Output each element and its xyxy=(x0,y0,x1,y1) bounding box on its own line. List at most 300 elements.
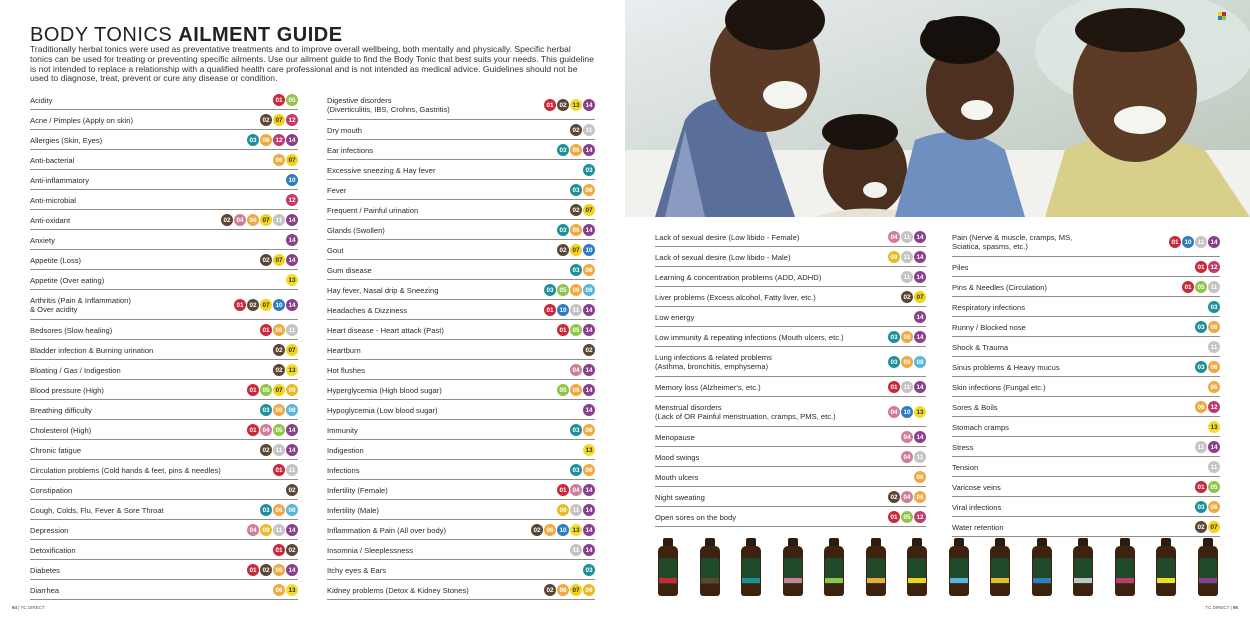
tonic-badge: 14 xyxy=(583,99,595,111)
ailment-row xyxy=(30,340,298,360)
tonic-badge: 13 xyxy=(1208,421,1220,433)
ailment-name: Appetite (Over eating) xyxy=(30,275,105,285)
tonic-badge: 06 xyxy=(570,224,582,236)
tonic-badge: 01 xyxy=(273,94,285,106)
tonic-badge: 14 xyxy=(286,564,298,576)
ailment-row xyxy=(30,320,298,340)
ailment-name: Diarrhea xyxy=(30,585,60,595)
family-photo xyxy=(625,0,1250,217)
tonic-badge: 14 xyxy=(583,324,595,336)
tonic-badge: 06 xyxy=(583,184,595,196)
tonic-badge: 01 xyxy=(544,304,556,316)
ailment-name: Infections xyxy=(327,465,360,475)
tonic-badge: 02 xyxy=(1195,521,1207,533)
ailment-name: Constipation xyxy=(30,485,73,495)
tonic-badge: 14 xyxy=(286,134,298,146)
tonic-badge: 02 xyxy=(888,491,900,503)
ailment-name: Circulation problems (Cold hands & feet, pins & needles) xyxy=(30,465,221,475)
ailment-name: Mouth ulcers xyxy=(655,472,699,482)
tonic-bottle xyxy=(946,538,972,598)
tonic-badge: 02 xyxy=(260,564,272,576)
ailment-name: Diabetes xyxy=(30,565,60,575)
ailment-row xyxy=(30,560,298,580)
ailment-name: Digestive disorders (Diverticulitis, IBS, Crohns, Gastritis) xyxy=(327,96,450,114)
tonic-badge: 14 xyxy=(583,544,595,556)
tonic-bottle xyxy=(1070,538,1096,598)
ailment-name: Hyperglycemia (High blood sugar) xyxy=(327,385,442,395)
tonic-badge: 02 xyxy=(557,244,569,256)
ailment-row xyxy=(327,120,595,140)
tonic-badge: 10 xyxy=(583,244,595,256)
tonic-badges xyxy=(1195,521,1220,533)
tonic-badge: 01 xyxy=(544,99,556,111)
ailment-name: Pain (Nerve & muscle, cramps, MS, Sciatica, spasms, etc.) xyxy=(952,233,1073,251)
ailment-name: Dry mouth xyxy=(327,125,363,135)
ailment-name: Lung infections & related problems (Asthma, bronchitis, emphysema) xyxy=(655,353,772,371)
tonic-bottle xyxy=(863,538,889,598)
ailment-row xyxy=(327,460,595,480)
ailment-row xyxy=(30,360,298,380)
ailment-name: Appetite (Loss) xyxy=(30,255,82,265)
ailment-name: Night sweating xyxy=(655,492,705,502)
tonic-badges xyxy=(888,406,926,418)
tonic-badges xyxy=(260,404,298,416)
tonic-badge: 07 xyxy=(273,254,285,266)
ailment-name: Menstrual disorders (Lack of OR Painful menstruation, cramps, PMS, etc.) xyxy=(655,403,836,421)
tonic-badge: 14 xyxy=(914,381,926,393)
ailment-row xyxy=(655,397,926,427)
ailment-row xyxy=(952,417,1220,437)
tonic-badges xyxy=(1208,301,1220,313)
ailment-name: Inflammation & Pain (All over body) xyxy=(327,525,447,535)
tonic-badge: 03 xyxy=(583,564,595,576)
tonic-bottle xyxy=(987,538,1013,598)
tonic-badges xyxy=(888,381,926,393)
tonic-bottle xyxy=(1029,538,1055,598)
tonic-badge: 03 xyxy=(888,356,900,368)
tonic-badge: 03 xyxy=(1195,361,1207,373)
tonic-badge: 03 xyxy=(570,184,582,196)
ailment-row xyxy=(327,180,595,200)
tonic-badges xyxy=(1208,341,1220,353)
tonic-badge: 06 xyxy=(557,584,569,596)
tonic-badges xyxy=(260,324,298,336)
tonic-badge: 07 xyxy=(273,114,285,126)
tonic-badge: 13 xyxy=(914,406,926,418)
tonic-badge: 06 xyxy=(914,471,926,483)
ailment-row xyxy=(952,477,1220,497)
tonic-badge: 03 xyxy=(1195,321,1207,333)
tonic-badge: 14 xyxy=(914,431,926,443)
tonic-badge: 14 xyxy=(583,144,595,156)
tonic-badges xyxy=(557,324,595,336)
tonic-badge: 04 xyxy=(260,424,272,436)
tonic-badges xyxy=(286,234,298,246)
tonic-badge: 11 xyxy=(901,271,913,283)
ailment-name: Depression xyxy=(30,525,69,535)
ailment-name: Learning & concentration problems (ADD, ADHD) xyxy=(655,272,822,282)
tonic-badges xyxy=(570,424,595,436)
tonic-badge: 10 xyxy=(286,174,298,186)
tonic-badges xyxy=(583,564,595,576)
tonic-badges xyxy=(1208,381,1220,393)
ailment-name: Headaches & Dizziness xyxy=(327,305,408,315)
footer-left-label: | TC DIRECT xyxy=(17,605,45,610)
tonic-badge: 08 xyxy=(914,356,926,368)
tonic-badges xyxy=(247,564,298,576)
tonic-badge: 01 xyxy=(247,424,259,436)
tonic-badge: 08 xyxy=(286,504,298,516)
tonic-badges xyxy=(570,544,595,556)
tonic-badge: 02 xyxy=(260,254,272,266)
tonic-badge: 14 xyxy=(583,504,595,516)
tonic-badge: 12 xyxy=(286,114,298,126)
tonic-badge: 14 xyxy=(286,234,298,246)
ailment-name: Pins & Needles (Circulation) xyxy=(952,282,1047,292)
tonic-badges xyxy=(1195,321,1220,333)
tonic-badge: 02 xyxy=(570,204,582,216)
tonic-badge: 01 xyxy=(1169,236,1181,248)
tonic-badge: 11 xyxy=(1195,236,1207,248)
ailment-name: Immunity xyxy=(327,425,358,435)
tonic-badges xyxy=(1195,481,1220,493)
footer-right-label: TC DIRECT | xyxy=(1205,605,1233,610)
tonic-bottle xyxy=(738,538,764,598)
tonic-badge: 10 xyxy=(273,299,285,311)
tonic-badge: 08 xyxy=(286,404,298,416)
ailment-name: Hypoglycemia (Low blood sugar) xyxy=(327,405,438,415)
tonic-badge: 03 xyxy=(260,504,272,516)
tonic-badges xyxy=(273,544,298,556)
tonic-badge: 02 xyxy=(531,524,543,536)
tonic-badge: 14 xyxy=(583,484,595,496)
ailment-row xyxy=(952,317,1220,337)
ailment-row xyxy=(30,400,298,420)
tonic-badge: 07 xyxy=(570,244,582,256)
ailment-row xyxy=(327,200,595,220)
ailment-row xyxy=(30,520,298,540)
tonic-badges xyxy=(260,504,298,516)
ailment-row xyxy=(30,230,298,250)
tonic-badge: 01 xyxy=(557,324,569,336)
tonic-badge: 13 xyxy=(286,584,298,596)
tonic-badges xyxy=(570,124,595,136)
tonic-badge: 14 xyxy=(583,524,595,536)
tonic-badge: 06 xyxy=(1208,321,1220,333)
tonic-badge: 06 xyxy=(544,524,556,536)
tonic-badge: 14 xyxy=(914,231,926,243)
tonic-badges xyxy=(570,204,595,216)
ailment-name: Low immunity & repeating infections (Mouth ulcers, etc.) xyxy=(655,332,844,342)
ailment-name: Anti-oxidant xyxy=(30,215,71,225)
tonic-badge: 10 xyxy=(901,406,913,418)
tonic-badge: 11 xyxy=(273,444,285,456)
ailment-row xyxy=(30,190,298,210)
footer-left xyxy=(12,605,45,610)
ailment-name: Blood pressure (High) xyxy=(30,385,104,395)
tonic-badges xyxy=(583,404,595,416)
tonic-badge: 11 xyxy=(286,324,298,336)
ailment-name: Breathing difficulty xyxy=(30,405,92,415)
tonic-badge: 10 xyxy=(1182,236,1194,248)
tonic-badge: 02 xyxy=(286,484,298,496)
ailment-row xyxy=(655,307,926,327)
tonic-badge: 01 xyxy=(273,544,285,556)
tonic-badge: 06 xyxy=(273,584,285,596)
tonic-badge: 13 xyxy=(570,524,582,536)
tonic-badges xyxy=(901,271,926,283)
tonic-badge: 06 xyxy=(247,214,259,226)
tonic-badge: 11 xyxy=(1208,341,1220,353)
ailment-name: Frequent / Painful urination xyxy=(327,205,419,215)
tonic-badge: 14 xyxy=(914,331,926,343)
ailment-row xyxy=(655,427,926,447)
ailment-name: Acne / Pimples (Apply on skin) xyxy=(30,115,133,125)
tonic-badge: 06 xyxy=(583,264,595,276)
ailment-row xyxy=(952,257,1220,277)
tonic-badge: 06 xyxy=(583,424,595,436)
intro-paragraph: Traditionally herbal tonics were used as preventative treatments and to improve overall wellbeing, both mentally and physically. Specific herbal tonics can be used for treating or preventing specific ailments. Use our ailment guide to find the Body Tonic that best suits your needs. This guideline is not intended to replace a relationship with a qualified health care professional and is not intended as medical advice. Guidelines should not be used to diagnose, treat, prevent or cure any disease or condition. xyxy=(30,44,594,84)
tonic-badge: 04 xyxy=(901,451,913,463)
ailment-row xyxy=(655,467,926,487)
ailment-name: Cough, Colds, Flu, Fever & Sore Throat xyxy=(30,505,164,515)
tonic-badge: 01 xyxy=(1195,261,1207,273)
tonic-bottle xyxy=(780,538,806,598)
tonic-badge: 09 xyxy=(583,584,595,596)
ailment-name: Itchy eyes & Ears xyxy=(327,565,387,575)
footer-right xyxy=(1205,605,1238,610)
ailment-row xyxy=(30,580,298,600)
tonic-badge: 01 xyxy=(888,381,900,393)
tonic-badge: 06 xyxy=(901,356,913,368)
tonic-badge: 05 xyxy=(557,384,569,396)
tonic-badge: 03 xyxy=(544,284,556,296)
ailment-row xyxy=(327,580,595,600)
tonic-badge: 05 xyxy=(1195,281,1207,293)
ailment-row xyxy=(327,240,595,260)
tonic-badge: 06 xyxy=(273,324,285,336)
tonic-badge: 01 xyxy=(888,511,900,523)
product-bottles xyxy=(625,538,1250,600)
tonic-badges xyxy=(1182,281,1220,293)
tonic-badge: 14 xyxy=(286,444,298,456)
tonic-badge: 11 xyxy=(570,504,582,516)
tonic-badges xyxy=(544,304,595,316)
ailment-name: Stress xyxy=(952,442,974,452)
ailment-row xyxy=(952,397,1220,417)
tonic-badge: 03 xyxy=(570,424,582,436)
tonic-badges xyxy=(286,274,298,286)
ailment-row xyxy=(952,297,1220,317)
tonic-badge: 11 xyxy=(570,304,582,316)
tonic-badge: 05 xyxy=(570,324,582,336)
ailment-row xyxy=(327,340,595,360)
page-number-right: 95 xyxy=(1232,605,1238,610)
tonic-badges xyxy=(583,344,595,356)
ailment-name: Lack of sexual desire (Low libido - Male) xyxy=(655,252,791,262)
tonic-badge: 14 xyxy=(286,214,298,226)
tonic-badge: 13 xyxy=(286,274,298,286)
tonic-badges xyxy=(234,299,298,311)
tonic-badges xyxy=(570,464,595,476)
tonic-badges xyxy=(583,164,595,176)
ailment-column-2 xyxy=(327,90,595,600)
tonic-badge: 06 xyxy=(273,404,285,416)
tonic-badge: 12 xyxy=(273,134,285,146)
tonic-badge: 06 xyxy=(1208,361,1220,373)
tonic-badge: 06 xyxy=(273,504,285,516)
tonic-badges xyxy=(1195,441,1220,453)
tonic-badges xyxy=(888,231,926,243)
ailment-name: Anti-inflammatory xyxy=(30,175,90,185)
ailment-row xyxy=(655,227,926,247)
ailment-name: Skin infections (Fungal etc.) xyxy=(952,382,1046,392)
tonic-badge: 06 xyxy=(570,144,582,156)
tonic-badges xyxy=(557,144,595,156)
ailment-name: Bedsores (Slow healing) xyxy=(30,325,113,335)
tonic-badges xyxy=(247,134,298,146)
tonic-badge: 07 xyxy=(1208,521,1220,533)
tonic-badges xyxy=(557,244,595,256)
tonic-badge: 11 xyxy=(914,451,926,463)
tonic-badge: 05 xyxy=(286,94,298,106)
tonic-badge: 01 xyxy=(273,464,285,476)
tonic-badge: 03 xyxy=(583,164,595,176)
tonic-badge: 12 xyxy=(1208,261,1220,273)
tonic-badges xyxy=(1169,236,1220,248)
tonic-badges xyxy=(286,484,298,496)
tonic-badge: 02 xyxy=(273,364,285,376)
ailment-name: Lack of sexual desire (Low libido - Female) xyxy=(655,232,800,242)
tonic-badges xyxy=(888,356,926,368)
ailment-name: Heartburn xyxy=(327,345,361,355)
ailment-row xyxy=(327,90,595,120)
ailment-row xyxy=(327,300,595,320)
ailment-row xyxy=(30,440,298,460)
tonic-badge: 06 xyxy=(1208,501,1220,513)
tonic-badge: 02 xyxy=(583,344,595,356)
tonic-badges xyxy=(260,444,298,456)
tonic-badge: 13 xyxy=(570,99,582,111)
tonic-badge: 11 xyxy=(583,124,595,136)
tonic-badge: 14 xyxy=(286,299,298,311)
tonic-badges xyxy=(247,424,298,436)
ailment-name: Hot flushes xyxy=(327,365,365,375)
tonic-badges xyxy=(273,94,298,106)
tonic-bottle xyxy=(655,538,681,598)
tonic-badge: 12 xyxy=(914,511,926,523)
tonic-badge: 14 xyxy=(286,424,298,436)
tonic-bottle xyxy=(904,538,930,598)
tonic-badges xyxy=(1195,361,1220,373)
ailment-row xyxy=(30,210,298,230)
tonic-badge: 06 xyxy=(570,284,582,296)
tonic-badge: 13 xyxy=(583,444,595,456)
tonic-bottle xyxy=(1195,538,1221,598)
tonic-badges xyxy=(570,364,595,376)
ailment-row xyxy=(30,420,298,440)
tonic-badges xyxy=(260,254,298,266)
tonic-badge: 14 xyxy=(914,271,926,283)
tonic-badges xyxy=(273,364,298,376)
tonic-badge: 14 xyxy=(1208,441,1220,453)
tonic-badge: 04 xyxy=(888,406,900,418)
ailment-name: Infertility (Male) xyxy=(327,505,379,515)
tonic-badge: 09 xyxy=(260,524,272,536)
tonic-badge: 14 xyxy=(914,251,926,263)
ailment-row xyxy=(655,507,926,527)
tonic-badge: 02 xyxy=(286,544,298,556)
ailment-row xyxy=(30,110,298,130)
page-number-left: 94 xyxy=(12,605,18,610)
tonic-badge: 01 xyxy=(247,384,259,396)
ailment-row xyxy=(952,357,1220,377)
ailment-row xyxy=(655,347,926,377)
tonic-badge: 14 xyxy=(583,404,595,416)
ailment-name: Detoxification xyxy=(30,545,76,555)
ailment-name: Open sores on the body xyxy=(655,512,737,522)
tonic-badge: 06 xyxy=(260,134,272,146)
ailment-row xyxy=(327,360,595,380)
ailment-name: Hay fever, Nasal drip & Sneezing xyxy=(327,285,439,295)
tonic-badge: 07 xyxy=(273,384,285,396)
tonic-bottle xyxy=(821,538,847,598)
ailment-row xyxy=(327,480,595,500)
ailment-name: Memory loss (Alzheimer's, etc.) xyxy=(655,382,761,392)
title-bold: AILMENT GUIDE xyxy=(178,24,343,46)
tonic-badges xyxy=(888,251,926,263)
tonic-badge: 03 xyxy=(888,331,900,343)
ailment-name: Gout xyxy=(327,245,344,255)
ailment-name: Liver problems (Excess alcohol, Fatty liver, etc.) xyxy=(655,292,816,302)
tonic-badge: 05 xyxy=(1208,481,1220,493)
tonic-badge: 01 xyxy=(1182,281,1194,293)
tonic-bottle xyxy=(1153,538,1179,598)
tonic-badge: 14 xyxy=(914,311,926,323)
tonic-badge: 12 xyxy=(1208,401,1220,413)
tonic-badges xyxy=(1195,501,1220,513)
ailment-name: Indigestion xyxy=(327,445,364,455)
ailment-row xyxy=(655,487,926,507)
tonic-badge: 11 xyxy=(1195,441,1207,453)
ailment-row xyxy=(952,277,1220,297)
tonic-badge: 09 xyxy=(888,251,900,263)
tonic-badges xyxy=(260,114,298,126)
tonic-badges xyxy=(1195,401,1220,413)
tonic-badges xyxy=(901,431,926,443)
tonic-badge: 07 xyxy=(583,204,595,216)
ailment-name: Respiratory infections xyxy=(952,302,1026,312)
tonic-badges xyxy=(221,214,298,226)
ailment-column-3 xyxy=(655,227,926,527)
tonic-badge: 04 xyxy=(901,431,913,443)
tonic-badge: 07 xyxy=(260,299,272,311)
ailment-row xyxy=(327,280,595,300)
ailment-column-4 xyxy=(952,227,1220,537)
ailment-name: Kidney problems (Detox & Kidney Stones) xyxy=(327,585,469,595)
tonic-badge: 01 xyxy=(260,324,272,336)
ailment-row xyxy=(327,400,595,420)
ailment-name: Piles xyxy=(952,262,969,272)
tonic-badge: 11 xyxy=(1208,461,1220,473)
tonic-badge: 12 xyxy=(286,194,298,206)
tonic-badge: 07 xyxy=(914,291,926,303)
ailment-row xyxy=(952,497,1220,517)
tonic-badge: 11 xyxy=(901,381,913,393)
ailment-name: Heart disease - Heart attack (Past) xyxy=(327,325,444,335)
ailment-row xyxy=(327,520,595,540)
tonic-badge: 02 xyxy=(260,114,272,126)
